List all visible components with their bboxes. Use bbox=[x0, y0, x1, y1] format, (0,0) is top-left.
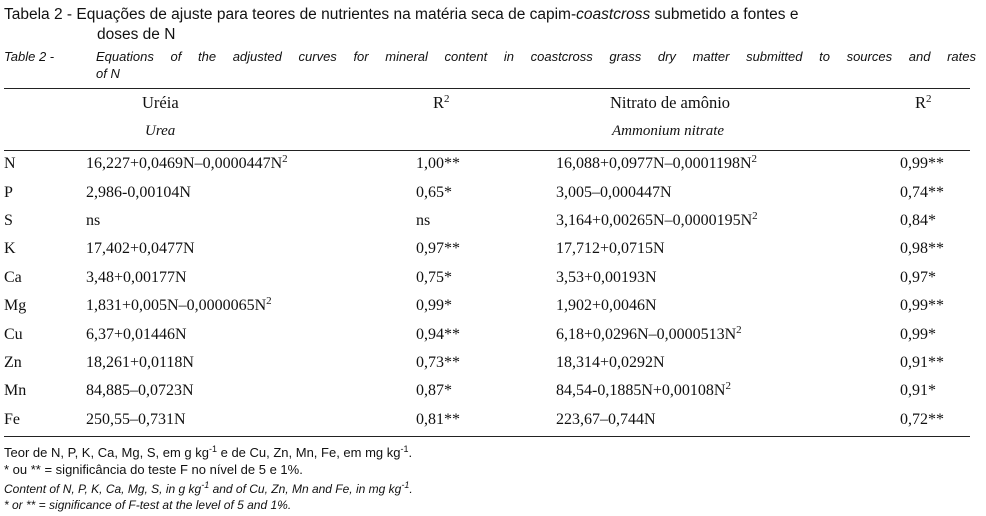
header-urea-english: Urea bbox=[145, 123, 176, 139]
urea-equation-cell bbox=[86, 320, 416, 348]
urea-equation-cell-text: 6,37+0,01446N bbox=[86, 325, 187, 343]
urea-equation-cell-exponent: 2 bbox=[282, 153, 288, 166]
caption-label-pt: Tabela 2 - bbox=[4, 6, 73, 23]
nitrate-r2-cell bbox=[900, 292, 970, 320]
nitrate-r2-cell bbox=[900, 178, 970, 206]
urea-equation-cell bbox=[86, 264, 416, 292]
nitrate-equation-cell-text: 3,005–0,000447N bbox=[556, 183, 672, 201]
nitrate-r2-cell-text: 0,91* bbox=[900, 382, 936, 400]
table-caption-english bbox=[4, 48, 976, 82]
element-cell-text: Mn bbox=[4, 382, 27, 400]
table-row bbox=[4, 207, 970, 235]
caption-text-pt bbox=[76, 6, 798, 23]
urea-r2-cell-text: 0,75* bbox=[416, 268, 452, 286]
urea-r2-cell bbox=[416, 406, 556, 434]
urea-equation-cell-text: 16,227+0,0469N–0,0000447N bbox=[86, 155, 283, 173]
urea-r2-cell bbox=[416, 377, 556, 405]
urea-r2-cell-text: 0,94** bbox=[416, 325, 460, 343]
urea-equation-cell-text: 250,55–0,731N bbox=[86, 410, 186, 428]
nitrate-r2-cell bbox=[900, 150, 970, 178]
element-cell bbox=[4, 150, 86, 178]
element-cell bbox=[4, 377, 86, 405]
nitrate-equation-cell bbox=[556, 264, 900, 292]
urea-equation-cell-exponent: 2 bbox=[266, 295, 272, 308]
footnote-units-en-sup1: -1 bbox=[201, 480, 210, 490]
urea-equation-cell bbox=[86, 235, 416, 263]
nitrate-equation-cell bbox=[556, 320, 900, 348]
element-cell-text: S bbox=[4, 211, 13, 229]
urea-equation-cell bbox=[86, 349, 416, 377]
nitrate-r2-cell-text: 0,84* bbox=[900, 211, 936, 229]
urea-r2-cell-text: 0,65* bbox=[416, 183, 452, 201]
nitrate-equation-cell bbox=[556, 292, 900, 320]
nitrate-equation-cell-text: 18,314+0,0292N bbox=[556, 353, 665, 371]
caption-text-pt-italic: coastcross bbox=[576, 6, 651, 23]
urea-r2-cell bbox=[416, 178, 556, 206]
urea-r2-cell-text: 1,00** bbox=[416, 155, 460, 173]
element-cell-text: K bbox=[4, 240, 16, 258]
urea-equation-cell bbox=[86, 377, 416, 405]
nitrate-equation-cell-text: 6,18+0,0296N–0,0000513N bbox=[556, 325, 737, 343]
urea-equation-cell-text: 18,261+0,0118N bbox=[86, 353, 194, 371]
urea-r2-cell bbox=[416, 264, 556, 292]
urea-equation-cell-text: 3,48+0,00177N bbox=[86, 268, 187, 286]
nitrate-equation-cell-exponent: 2 bbox=[736, 323, 742, 336]
nitrate-equation-cell bbox=[556, 235, 900, 263]
header-r2-urea-letter: R bbox=[433, 93, 445, 112]
element-cell-text: Fe bbox=[4, 410, 20, 428]
footnote-significance-en: * or ** = significance of F-test at the level of 5 and 1%. bbox=[4, 498, 292, 512]
nitrate-equation-cell-text: 17,712+0,0715N bbox=[556, 240, 665, 258]
nitrate-equation-cell-exponent: 2 bbox=[751, 153, 758, 166]
nitrate-equation-cell bbox=[556, 150, 900, 178]
footnote-units-pt-sup2: -1 bbox=[400, 444, 409, 454]
nitrate-equation-cell-text: 84,54-0,1885N+0,00108N bbox=[556, 382, 726, 400]
header-r2-urea-sup: 2 bbox=[444, 93, 450, 105]
urea-r2-cell bbox=[416, 235, 556, 263]
urea-equation-cell-text: ns bbox=[86, 211, 101, 229]
element-cell-text: Zn bbox=[4, 353, 22, 371]
element-cell bbox=[4, 320, 86, 348]
header-r2-urea bbox=[433, 93, 450, 113]
table-row bbox=[4, 377, 970, 405]
caption-text-en: Equations of the adjusted curves for mineral content in coastcross grass dry matter submitted to sources and rates bbox=[96, 49, 976, 64]
caption-text-en-line2: of N bbox=[96, 66, 120, 81]
urea-equation-cell-text: 17,402+0,0477N bbox=[86, 240, 195, 258]
table-row bbox=[4, 292, 970, 320]
urea-r2-cell-text: 0,81** bbox=[416, 410, 460, 428]
nitrate-r2-cell-text: 0,74** bbox=[900, 183, 944, 201]
element-cell bbox=[4, 235, 86, 263]
nitrate-r2-cell bbox=[900, 207, 970, 235]
nitrate-equation-cell bbox=[556, 178, 900, 206]
element-cell-text: P bbox=[4, 183, 13, 201]
urea-equation-cell bbox=[86, 406, 416, 434]
urea-equation-cell bbox=[86, 207, 416, 235]
element-cell bbox=[4, 207, 86, 235]
urea-equation-cell-text: 1,831+0,005N–0,0000065N bbox=[86, 297, 267, 315]
urea-r2-cell bbox=[416, 292, 556, 320]
element-cell bbox=[4, 178, 86, 206]
element-cell-text: N bbox=[4, 155, 16, 173]
urea-r2-cell-text: 0,99* bbox=[416, 297, 452, 315]
urea-r2-cell bbox=[416, 150, 556, 178]
nitrate-r2-cell bbox=[900, 377, 970, 405]
nitrate-r2-cell-text: 0,99** bbox=[900, 155, 944, 173]
nitrate-equation-cell bbox=[556, 207, 900, 235]
nitrate-r2-cell-text: 0,99** bbox=[900, 297, 944, 315]
nitrate-equation-cell-text: 3,53+0,00193N bbox=[556, 268, 657, 286]
header-ammonium-nitrate: Nitrato de amônio bbox=[610, 93, 731, 112]
nitrate-r2-cell-text: 0,99* bbox=[900, 325, 936, 343]
nitrate-equation-cell bbox=[556, 349, 900, 377]
element-cell-text: Cu bbox=[4, 325, 23, 343]
footnote-units-pt-b: e de Cu, Zn, Mn, Fe, em mg kg bbox=[216, 445, 401, 460]
element-cell-text: Mg bbox=[4, 297, 27, 315]
table-row bbox=[4, 150, 970, 178]
header-r2-nitrate-sup: 2 bbox=[926, 93, 932, 105]
urea-equation-cell bbox=[86, 150, 416, 178]
caption-text-pt-part2: submetido a fontes e bbox=[650, 6, 799, 23]
table-caption-portuguese bbox=[4, 5, 976, 45]
caption-text-pt-line2: doses de N bbox=[97, 26, 176, 43]
element-cell bbox=[4, 264, 86, 292]
table-row bbox=[4, 235, 970, 263]
nitrate-equation-cell-text: 1,902+0,0046N bbox=[556, 297, 657, 315]
urea-r2-cell bbox=[416, 207, 556, 235]
footnote-significance-pt: * ou ** = significância do teste F no nível de 5 e 1%. bbox=[4, 462, 303, 477]
urea-r2-cell bbox=[416, 320, 556, 348]
table-row bbox=[4, 406, 970, 434]
element-cell-text: Ca bbox=[4, 268, 22, 286]
nitrate-r2-cell bbox=[900, 235, 970, 263]
header-urea: Uréia bbox=[142, 93, 179, 112]
caption-label-en: Table 2 - bbox=[4, 49, 55, 64]
nitrate-equation-cell bbox=[556, 406, 900, 434]
urea-r2-cell-text: 0,73** bbox=[416, 353, 460, 371]
element-cell bbox=[4, 349, 86, 377]
urea-r2-cell-text: ns bbox=[416, 211, 431, 229]
nitrate-equation-cell bbox=[556, 377, 900, 405]
footnote-units-en-c: . bbox=[409, 482, 413, 496]
caption-text-pt-part1: Equações de ajuste para teores de nutrientes na matéria seca de capim- bbox=[76, 6, 577, 23]
urea-equation-cell bbox=[86, 292, 416, 320]
nitrate-r2-cell-text: 0,98** bbox=[900, 240, 944, 258]
urea-equation-cell-text: 2,986-0,00104N bbox=[86, 183, 191, 201]
element-cell bbox=[4, 292, 86, 320]
urea-equation-cell-text: 84,885–0,0723N bbox=[86, 382, 194, 400]
table-body bbox=[4, 150, 970, 434]
footnote-units-pt-a: Teor de N, P, K, Ca, Mg, S, em g kg bbox=[4, 445, 209, 460]
footnote-units-pt-c: . bbox=[408, 445, 413, 460]
table-top-rule bbox=[4, 88, 970, 89]
header-ammonium-nitrate-english: Ammonium nitrate bbox=[612, 123, 725, 139]
nitrate-equation-cell-text: 223,67–0,744N bbox=[556, 410, 656, 428]
urea-r2-cell bbox=[416, 349, 556, 377]
table-bottom-rule bbox=[4, 436, 970, 437]
nitrate-r2-cell bbox=[900, 264, 970, 292]
nitrate-equation-cell-text: 3,164+0,00265N–0,0000195N bbox=[556, 211, 753, 229]
footnote-units-en-a: Content of N, P, K, Ca, Mg, S, in g kg bbox=[4, 482, 202, 496]
footnote-units-en-b: and of Cu, Zn, Mn and Fe, in mg kg bbox=[209, 482, 402, 496]
nitrate-r2-cell-text: 0,91** bbox=[900, 353, 944, 371]
footnote-units-en bbox=[4, 481, 413, 497]
footnote-units-pt bbox=[4, 445, 412, 461]
nitrate-r2-cell-text: 0,97* bbox=[900, 268, 936, 286]
nutrient-equations-table bbox=[4, 150, 970, 434]
table-row bbox=[4, 320, 970, 348]
nitrate-equation-cell-text: 16,088+0,0977N–0,0001198N bbox=[556, 155, 752, 173]
header-r2-nitrate bbox=[915, 93, 932, 113]
urea-r2-cell-text: 0,97** bbox=[416, 240, 460, 258]
footnote-units-en-sup2: -1 bbox=[401, 480, 410, 490]
table-row bbox=[4, 178, 970, 206]
footnote-units-pt-sup1: -1 bbox=[208, 444, 217, 454]
nitrate-r2-cell bbox=[900, 349, 970, 377]
nitrate-r2-cell bbox=[900, 320, 970, 348]
nitrate-r2-cell-text: 0,72** bbox=[900, 410, 944, 428]
element-cell bbox=[4, 406, 86, 434]
urea-r2-cell-text: 0,87* bbox=[416, 382, 452, 400]
header-r2-nitrate-letter: R bbox=[915, 93, 927, 112]
table-row bbox=[4, 349, 970, 377]
nitrate-equation-cell-exponent: 2 bbox=[752, 209, 758, 222]
nitrate-equation-cell-exponent: 2 bbox=[725, 380, 731, 393]
nitrate-r2-cell bbox=[900, 406, 970, 434]
table-row bbox=[4, 264, 970, 292]
urea-equation-cell bbox=[86, 178, 416, 206]
